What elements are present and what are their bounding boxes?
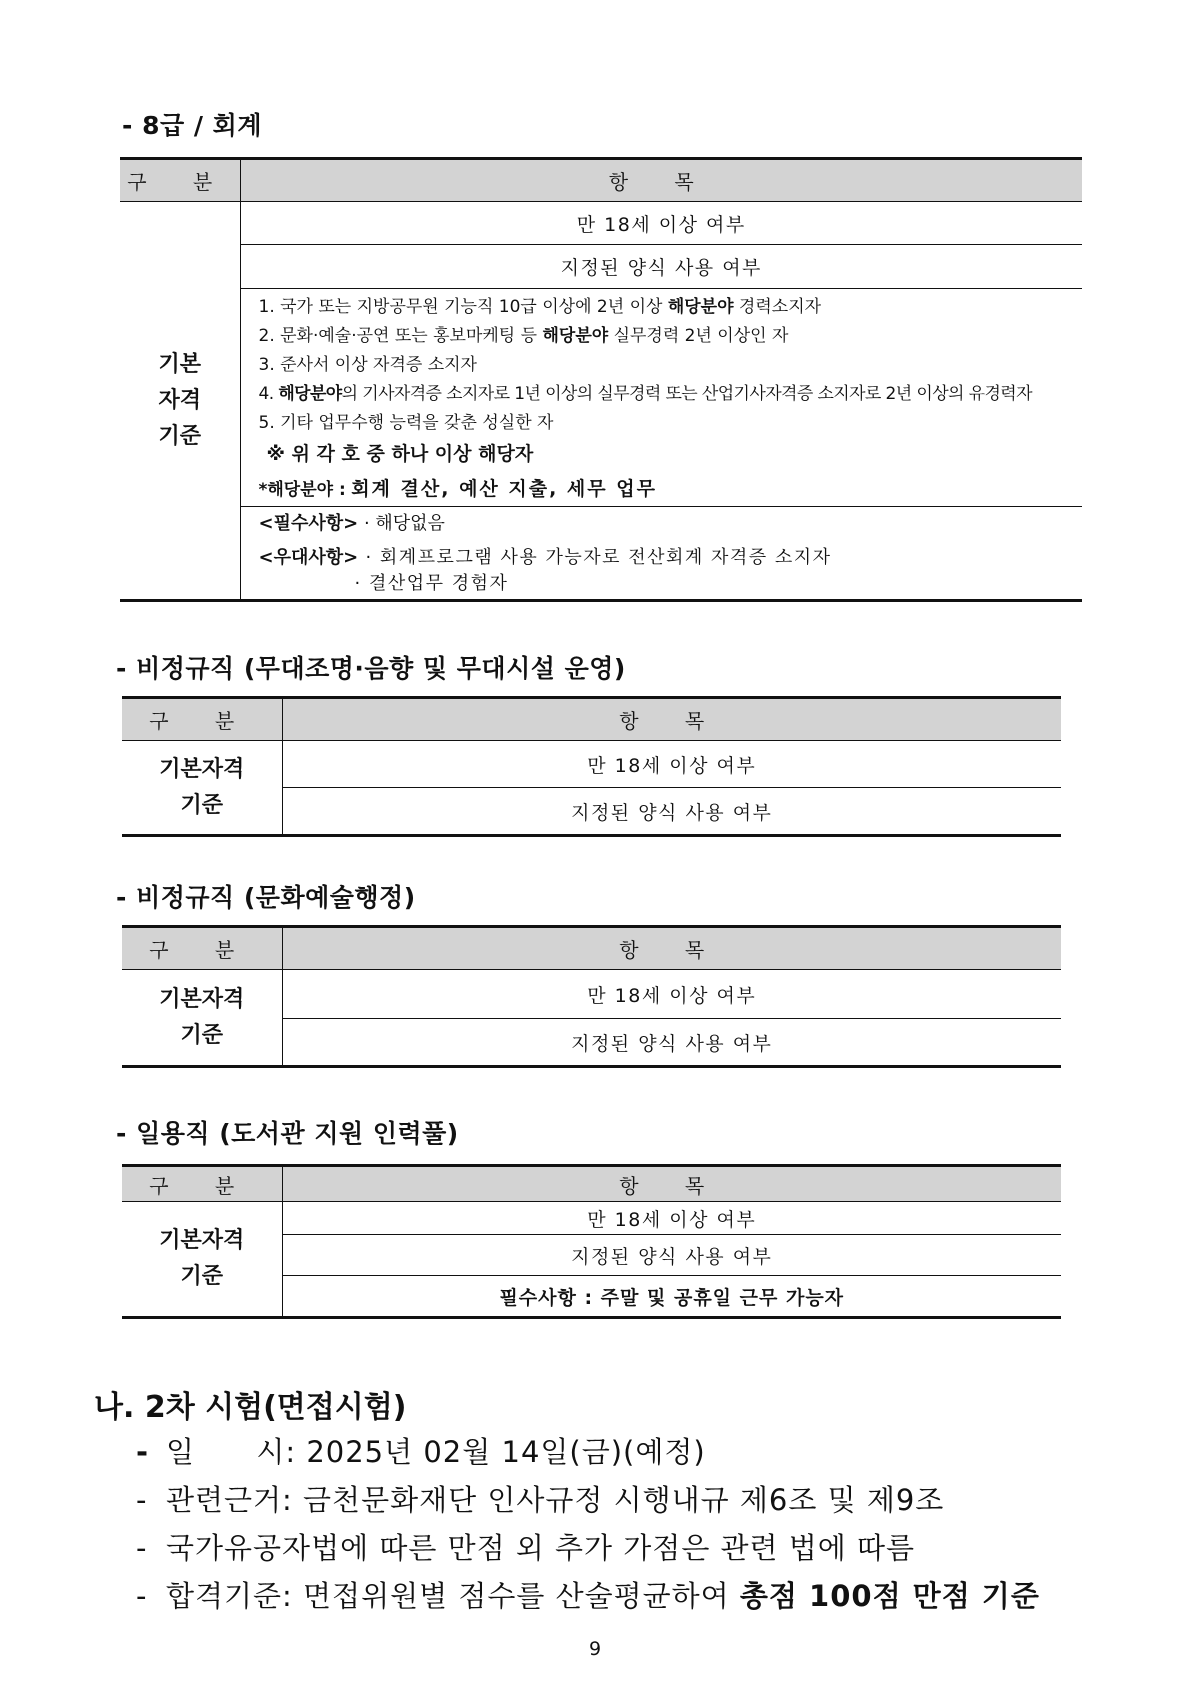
- header-items: 항 목: [282, 1166, 1061, 1202]
- label-line: 기본자격: [159, 1228, 245, 1253]
- label-line: 기준: [180, 1022, 223, 1048]
- exam2-bullet-date: [136, 1430, 706, 1471]
- required-label: <필수사항>: [258, 513, 359, 534]
- section-title-admin: - 비정규직 (문화예술행정): [116, 883, 416, 912]
- label-line: 기준: [180, 1264, 223, 1289]
- row-form: 지정된 양식 사용 여부: [571, 1245, 773, 1268]
- label-line: 기본: [158, 351, 201, 377]
- row-age: 만 18세 이상 여부: [587, 984, 757, 1007]
- preferred-line: [259, 543, 1083, 573]
- exam2-bullet-pass: [136, 1574, 1040, 1615]
- basic-qualification-label: [122, 1202, 282, 1318]
- bullet-bold-text: 총점 100점 만점 기준: [739, 1579, 1040, 1613]
- basic-qualification-label: [122, 741, 282, 836]
- section-title-library: - 일용직 (도서관 지원 인력풀): [116, 1119, 459, 1148]
- row-age: 만 18세 이상 여부: [587, 754, 757, 777]
- row-form: 지정된 양식 사용 여부: [571, 1032, 773, 1055]
- header-items: 항 목: [282, 927, 1061, 970]
- row-form: 지정된 양식 사용 여부: [560, 257, 762, 279]
- section-title-stage: - 비정규직 (무대조명·음향 및 무대시설 운영): [116, 654, 626, 683]
- preferred-value: · 결산업무 경험자: [354, 573, 509, 594]
- header-category: 구 분: [122, 1166, 282, 1202]
- table-library: [122, 1164, 1061, 1319]
- row-required: 필수사항 : 주말 및 공휴일 근무 가능자: [499, 1286, 845, 1309]
- criteria-item: 5. 기타 업무수행 능력을 갖춘 성실한 자: [258, 413, 554, 433]
- label-line: 기본자격: [159, 756, 245, 782]
- label-line: 기본자격: [159, 986, 245, 1012]
- criteria-item: 3. 준사서 이상 자격증 소지자: [258, 355, 477, 375]
- row-age: 만 18세 이상 여부: [576, 213, 746, 236]
- criteria-item: 2. 문화·예술·공연 또는 홍보마케팅 등 해당분야 실무경력 2년 이상인 자: [258, 326, 789, 346]
- bullet-text: 국가유공자법에 따른 만점 외 추가 가점은 관련 법에 따름: [166, 1531, 916, 1565]
- bullet-dash: -: [136, 1483, 148, 1517]
- row-age: 만 18세 이상 여부: [587, 1208, 757, 1231]
- basic-qualification-label: [120, 202, 240, 601]
- criteria-list: [240, 289, 1082, 507]
- exam2-title: 나. 2차 시험(면접시험): [94, 1390, 407, 1425]
- header-items: 항 목: [240, 159, 1082, 202]
- field-line: [259, 475, 1083, 505]
- header-category: 구 분: [122, 927, 282, 970]
- required-line: [259, 509, 1083, 539]
- table-stage: [122, 696, 1061, 837]
- row-form: 지정된 양식 사용 여부: [571, 801, 773, 824]
- page-number: 9: [588, 1638, 602, 1660]
- criteria-item: 1. 국가 또는 지방공무원 기능직 10급 이상에 2년 이상 해당분야 경력소지자: [258, 297, 822, 317]
- label-line: 자격: [158, 387, 201, 413]
- preferred-value: · 회계프로그램 사용 가능자로 전산회계 자격증 소지자: [365, 547, 832, 568]
- header-category: 구 분: [120, 159, 240, 202]
- requirements-cell: [240, 507, 1082, 601]
- bullet-text: 관련근거: 금천문화재단 인사규정 시행내규 제6조 및 제9조: [166, 1483, 945, 1517]
- basic-qualification-label: [122, 970, 282, 1067]
- header-items: 항 목: [282, 698, 1061, 741]
- exam2-bullet-basis: [136, 1478, 944, 1519]
- bullet-dash: -: [136, 1579, 148, 1613]
- header-category: 구 분: [122, 698, 282, 741]
- criteria-note: ※ 위 각 호 중 하나 이상 해당자: [266, 443, 534, 465]
- label-line: 기준: [158, 423, 201, 449]
- field-value: 회계 결산, 예산 지출, 세무 업무: [351, 478, 657, 500]
- bullet-dash: -: [136, 1435, 150, 1469]
- preferred-label: <우대사항>: [258, 547, 359, 568]
- table-admin: [122, 925, 1061, 1068]
- bullet-dash: -: [136, 1531, 148, 1565]
- table-accounting: [120, 157, 1082, 602]
- exam2-bullet-merit: [136, 1526, 915, 1567]
- required-value: · 해당없음: [363, 513, 445, 534]
- bullet-text: 일 시: 2025년 02월 14일(금)(예정): [166, 1435, 706, 1469]
- bullet-text: 합격기준: 면접위원별 점수를 산술평균하여: [166, 1579, 740, 1613]
- section-title-accounting: - 8급 / 회계: [122, 111, 262, 140]
- preferred-line: [259, 573, 1083, 595]
- criteria-item: 4. 해당분야의 기사자격증 소지자로 1년 이상의 실무경력 또는 산업기사자격증 소지자로 2년 이상의 유경력자: [258, 384, 1032, 404]
- field-label: *해당분야 :: [258, 480, 346, 500]
- label-line: 기준: [180, 792, 223, 818]
